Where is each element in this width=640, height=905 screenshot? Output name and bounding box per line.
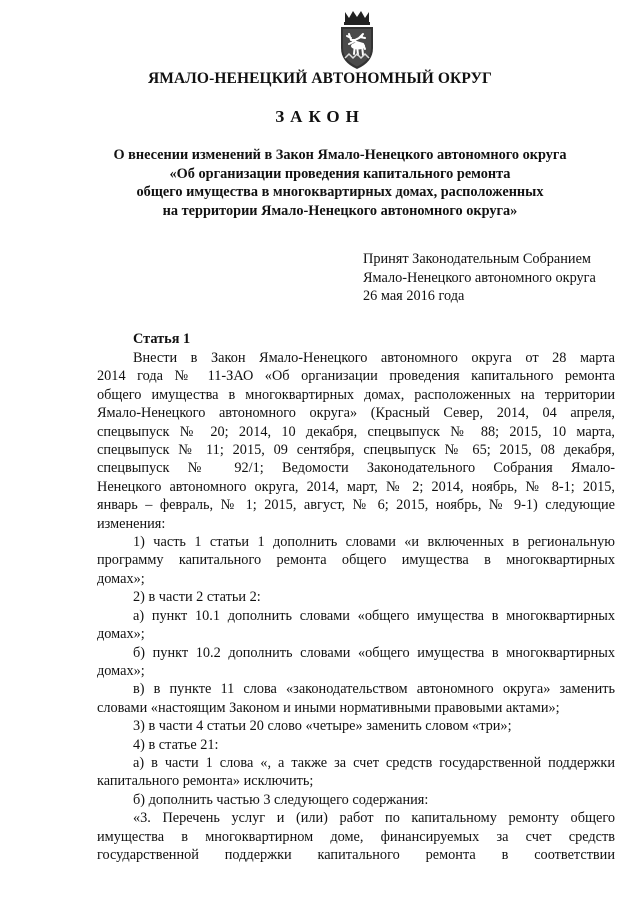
text-line: капитального ремонта» исключить; [97,773,314,790]
text-line: изменения: [97,515,166,532]
text-line: словами «настоящим Законом и иными нормативными правовыми актами»; [97,699,560,716]
document-type: ЗАКОН [275,107,365,126]
text-line: б) пункт 10.2 дополнить словами «общего имущества в многоквартирных [133,644,615,661]
text-line: спецвыпуск № 11; 2015, 09 сентября, спецвыпуск № 65; 2015, 08 декабря, [97,442,615,459]
adoption-line: Ямало-Ненецкого автономного округа [363,269,596,286]
text-line: домах»; [97,570,145,587]
adoption-note [363,250,596,306]
text-line: а) в части 1 слова «, а также за счет средств государственной поддержки [133,754,615,771]
region-name: ЯМАЛО-НЕНЕЦКИЙ АВТОНОМНЫЙ ОКРУГ [147,70,493,87]
adoption-line: Принят Законодательным Собранием [363,251,591,267]
text-line: программу капитального ремонта общего имущества в многоквартирных [97,552,615,569]
article-body [97,349,615,864]
text-line: домах»; [97,662,145,679]
text-line: «3. Перечень услуг и (или) работ по капитальному ремонту общего [133,810,615,827]
text-line: 2014 года № 11-ЗАО «Об организации проведения капитального ремонта [97,368,615,385]
law-title-line: О внесении изменений в Закон Ямало-Ненецкого автономного округа [113,147,567,163]
text-line: спецвыпуск № 92/1; Ведомости Законодательного Собрания Ямало- [97,460,615,477]
text-line: 2) в части 2 статьи 2: [133,589,261,606]
text-line: б) дополнить частью 3 следующего содержания: [133,791,429,808]
text-line: 3) в части 4 статьи 20 слово «четыре» заменить словом «три»; [133,718,512,735]
text-line: 1) часть 1 статьи 1 дополнить словами «и включенных в региональную [133,534,615,551]
text-line: а) пункт 10.1 дополнить словами «общего имущества в многоквартирных [133,607,615,624]
law-title-line: на территории Ямало-Ненецкого автономного округа» [162,202,518,219]
article-heading: Статья 1 [133,331,191,347]
law-title [100,146,580,220]
text-line: домах»; [97,626,145,643]
text-line: Внести в Закон Ямало-Ненецкого автономного округа от 28 марта [133,350,615,366]
law-title-line: общего имущества в многоквартирных домах, расположенных [136,184,544,200]
adoption-date: 26 мая 2016 года [363,288,465,304]
text-line: имущества в многоквартирном доме, финансируемых за счет средств [97,828,615,845]
law-title-line: «Об организации проведения капитального ремонта [169,165,511,182]
text-line: в) в пункте 11 слова «законодательством автономного округа» заменить [133,681,615,698]
text-line: 4) в статье 21: [133,736,219,753]
text-line: государственной поддержки капитального ремонта в соответствии [97,846,615,863]
text-line: общего имущества в многоквартирных домах, расположенных на территории [97,386,615,403]
text-line: Ненецкого автономного округа, 2014, март, № 2; 2014, ноябрь, № 8-1; 2015, [97,478,615,495]
text-line: январь – февраль, № 1; 2015, август, № 6; 2015, ноябрь, № 9-1) следующие [97,497,615,514]
text-line: Ямало-Ненецкого автономного округа» (Красный Север, 2014, 04 апреля, [97,405,615,422]
text-line: спецвыпуск № 20; 2014, 10 декабря, спецвыпуск № 88; 2015, 10 марта, [97,423,615,440]
coat-of-arms-icon [329,8,385,72]
